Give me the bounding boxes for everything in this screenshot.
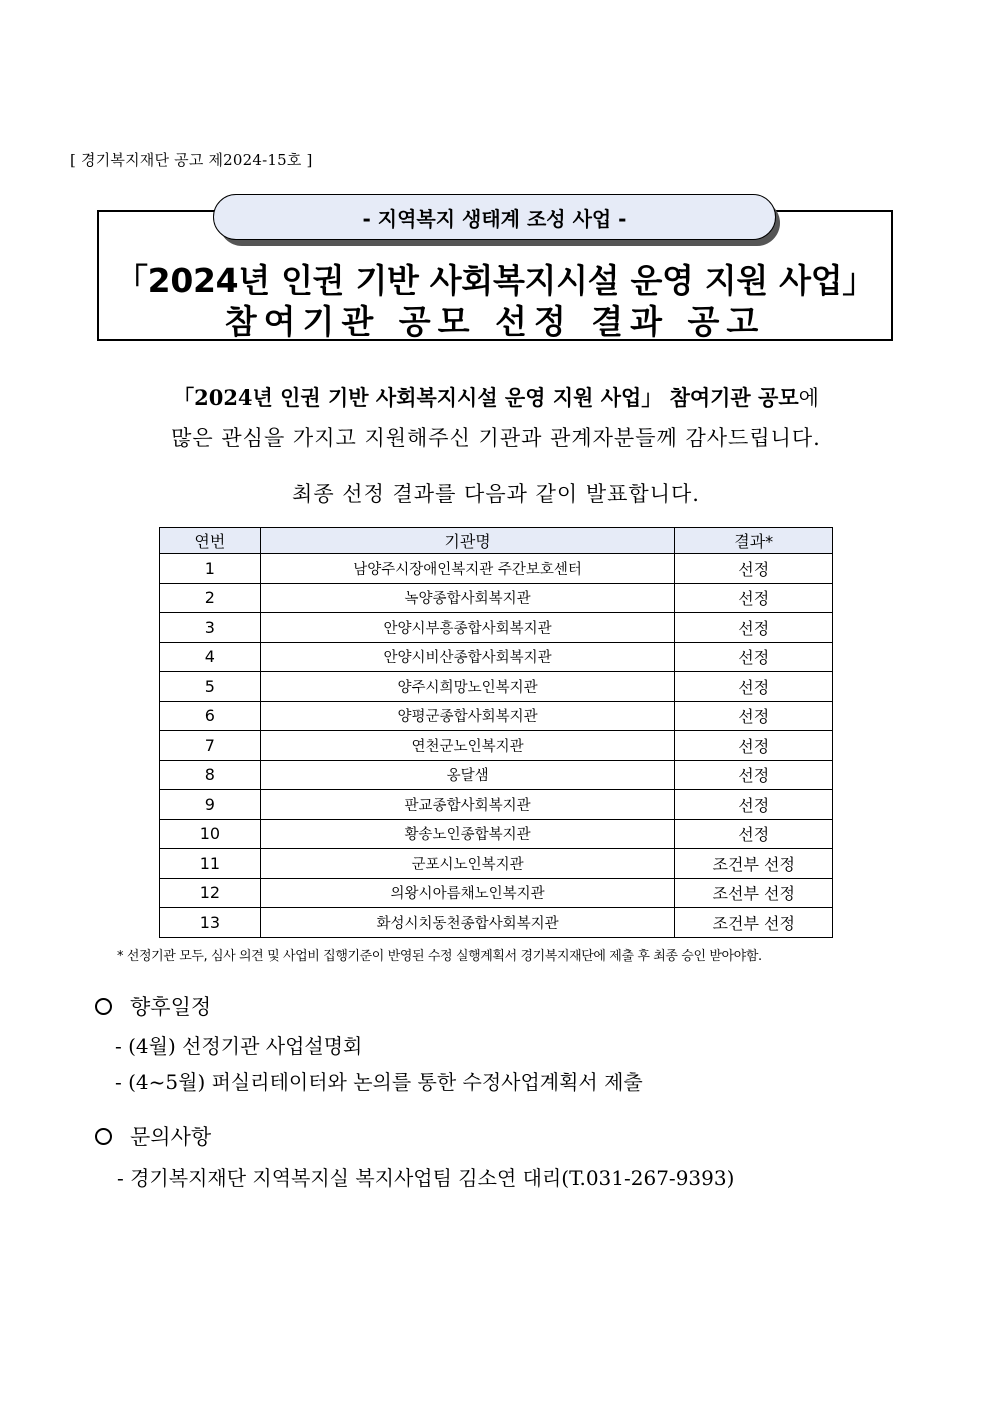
contact-heading-text: 문의사항: [130, 1125, 212, 1149]
schedule-item: - (4~5월) 퍼실리테이터와 논의를 통한 수정사업계획서 제출: [115, 1070, 643, 1094]
schedule-heading-text: 향후일정: [130, 995, 212, 1019]
row-institution: 의왕시아름채노인복지관: [260, 878, 675, 908]
row-institution: 남양주시장애인복지관 주간보호센터: [260, 554, 675, 584]
row-result: 선정: [675, 731, 833, 761]
row-result: 조건부 선정: [675, 849, 833, 879]
intro-line3: 최종 선정 결과를 다음과 같이 발표합니다.: [292, 482, 700, 506]
row-number: 5: [160, 672, 261, 702]
row-number: 4: [160, 642, 261, 672]
header-number: 연번: [160, 528, 261, 554]
row-result: 선정: [675, 554, 833, 584]
row-result: 조건부 선정: [675, 908, 833, 938]
row-number: 9: [160, 790, 261, 820]
row-number: 13: [160, 908, 261, 938]
row-institution: 연천군노인복지관: [260, 731, 675, 761]
row-number: 6: [160, 701, 261, 731]
row-institution: 판교종합사회복지관: [260, 790, 675, 820]
row-institution: 군포시노인복지관: [260, 849, 675, 879]
row-result: 선정: [675, 613, 833, 643]
row-result: 선정: [675, 672, 833, 702]
table-row: [160, 849, 833, 879]
row-result: 선정: [675, 819, 833, 849]
table-row: [160, 908, 833, 938]
row-institution: 양평군종합사회복지관: [260, 701, 675, 731]
intro-line2: 많은 관심을 가지고 지원해주신 기관과 관계자분들께 감사드립니다.: [171, 426, 821, 450]
row-institution: 화성시치동천종합사회복지관: [260, 908, 675, 938]
notice-number: [ 경기복지재단 공고 제2024-15호 ]: [70, 151, 313, 169]
row-number: 2: [160, 583, 261, 613]
row-number: 3: [160, 613, 261, 643]
program-pill-label: - 지역복지 생태계 조성 사업 -: [213, 194, 776, 240]
table-row: [160, 790, 833, 820]
schedule-item: - (4월) 선정기관 사업설명회: [115, 1034, 363, 1058]
intro-line1-rest: 에: [798, 386, 819, 410]
row-result: 조선부 선정: [675, 878, 833, 908]
row-number: 8: [160, 760, 261, 790]
table-row: [160, 642, 833, 672]
header-institution: 기관명: [260, 528, 675, 554]
row-result: 선정: [675, 760, 833, 790]
row-number: 1: [160, 554, 261, 584]
table-row: [160, 613, 833, 643]
row-institution: 안양시비산종합사회복지관: [260, 642, 675, 672]
page-title-line1: 「2024년 인권 기반 사회복지시설 운영 지원 사업」: [114, 261, 875, 300]
table-row: [160, 672, 833, 702]
intro-line1: [0, 382, 992, 412]
table-row: [160, 878, 833, 908]
selection-result-table: [159, 527, 833, 938]
table-row: [160, 819, 833, 849]
table-header-row: [160, 528, 833, 554]
row-result: 선정: [675, 790, 833, 820]
row-number: 7: [160, 731, 261, 761]
row-institution: 양주시희망노인복지관: [260, 672, 675, 702]
row-number: 12: [160, 878, 261, 908]
row-institution: 녹양종합사회복지관: [260, 583, 675, 613]
row-institution: 옹달샘: [260, 760, 675, 790]
circle-bullet-icon: [95, 1128, 112, 1145]
circle-bullet-icon: [95, 998, 112, 1015]
table-row: [160, 731, 833, 761]
row-result: 선정: [675, 583, 833, 613]
row-result: 선정: [675, 701, 833, 731]
intro-line1-bold: 「2024년 인권 기반 사회복지시설 운영 지원 사업」 참여기관 공모: [173, 385, 799, 410]
table-row: [160, 760, 833, 790]
table-footnote: * 선정기관 모두, 심사 의견 및 사업비 집행기준이 반영된 수정 실행계획서 경기복지재단에 제출 후 최종 승인 받아야함.: [117, 949, 762, 964]
row-number: 10: [160, 819, 261, 849]
header-result: 결과*: [675, 528, 833, 554]
page-title-line2: 참여기관 공모 선정 결과 공고: [224, 302, 766, 341]
contact-heading: [95, 1121, 211, 1151]
schedule-heading: [95, 991, 211, 1021]
table-row: [160, 554, 833, 584]
row-result: 선정: [675, 642, 833, 672]
row-institution: 황송노인종합복지관: [260, 819, 675, 849]
table-row: [160, 583, 833, 613]
table-row: [160, 701, 833, 731]
row-institution: 안양시부흥종합사회복지관: [260, 613, 675, 643]
contact-item: - 경기복지재단 지역복지실 복지사업팀 김소연 대리(T.031-267-9393): [117, 1166, 735, 1190]
row-number: 11: [160, 849, 261, 879]
